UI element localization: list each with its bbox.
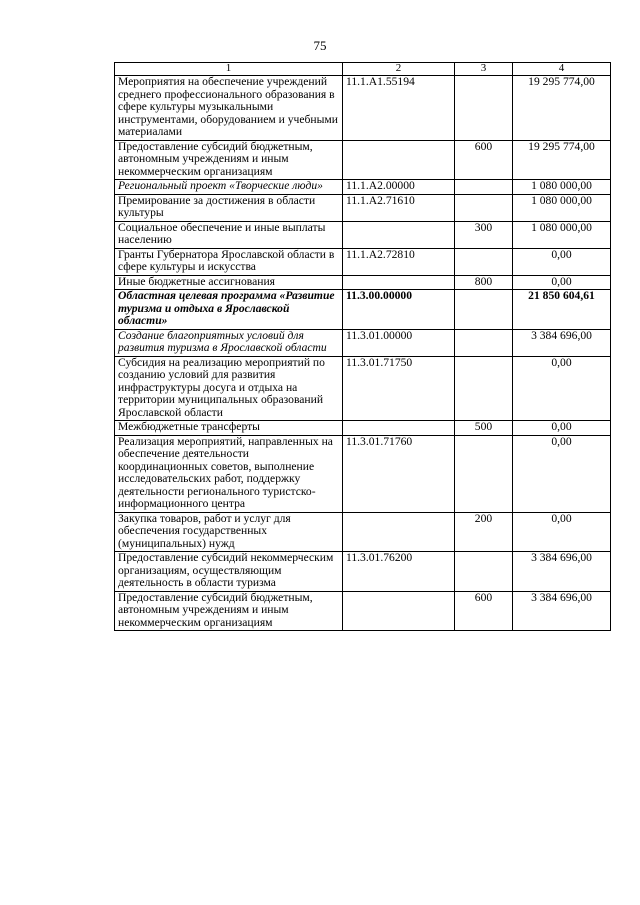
cell-name: Премирование за достижения в области культуры xyxy=(115,194,343,221)
page-number: 75 xyxy=(313,38,327,53)
cell-amount: 19 295 774,00 xyxy=(513,76,611,141)
budget-table xyxy=(114,62,611,631)
cell-code: 11.3.01.00000 xyxy=(343,329,455,356)
cell-name: Межбюджетные трансферты xyxy=(115,421,343,436)
cell-code: 11.3.01.71750 xyxy=(343,356,455,421)
cell-code xyxy=(343,275,455,290)
table-row xyxy=(115,591,611,631)
cell-code xyxy=(343,140,455,180)
cell-kind xyxy=(455,180,513,195)
cell-amount: 3 384 696,00 xyxy=(513,591,611,631)
cell-code: 11.1.А2.72810 xyxy=(343,248,455,275)
column-header-name: 1 xyxy=(115,63,343,76)
cell-kind xyxy=(455,76,513,141)
cell-code: 11.1.А1.55194 xyxy=(343,76,455,141)
table-row xyxy=(115,221,611,248)
cell-code xyxy=(343,512,455,552)
cell-code xyxy=(343,421,455,436)
cell-name: Предоставление субсидий бюджетным, автономным учреждениям и иным некоммерческим организациям xyxy=(115,591,343,631)
cell-code: 11.3.00.00000 xyxy=(343,290,455,330)
cell-amount: 0,00 xyxy=(513,421,611,436)
cell-code xyxy=(343,221,455,248)
table-row xyxy=(115,435,611,512)
cell-amount: 0,00 xyxy=(513,275,611,290)
cell-kind xyxy=(455,329,513,356)
cell-code: 11.3.01.71760 xyxy=(343,435,455,512)
table-row xyxy=(115,275,611,290)
cell-name: Иные бюджетные ассигнования xyxy=(115,275,343,290)
cell-name: Закупка товаров, работ и услуг для обеспечения государственных (муниципальных) нужд xyxy=(115,512,343,552)
table-row xyxy=(115,329,611,356)
cell-name: Областная целевая программа «Развитие туризма и отдыха в Ярославской области» xyxy=(115,290,343,330)
table-row xyxy=(115,248,611,275)
cell-kind xyxy=(455,248,513,275)
cell-amount: 21 850 604,61 xyxy=(513,290,611,330)
cell-kind: 200 xyxy=(455,512,513,552)
cell-amount: 0,00 xyxy=(513,435,611,512)
table-row xyxy=(115,76,611,141)
cell-name: Региональный проект «Творческие люди» xyxy=(115,180,343,195)
cell-name: Предоставление субсидий бюджетным, автономным учреждениям и иным некоммерческим организациям xyxy=(115,140,343,180)
cell-amount: 1 080 000,00 xyxy=(513,180,611,195)
cell-code xyxy=(343,591,455,631)
table-row xyxy=(115,180,611,195)
cell-kind xyxy=(455,194,513,221)
cell-code: 11.1.А2.71610 xyxy=(343,194,455,221)
table-header-row xyxy=(115,63,611,76)
table-row xyxy=(115,421,611,436)
cell-kind xyxy=(455,435,513,512)
cell-name: Создание благоприятных условий для развития туризма в Ярославской области xyxy=(115,329,343,356)
cell-kind: 300 xyxy=(455,221,513,248)
table-row xyxy=(115,552,611,592)
cell-amount: 3 384 696,00 xyxy=(513,552,611,592)
cell-kind xyxy=(455,356,513,421)
cell-kind xyxy=(455,552,513,592)
cell-amount: 0,00 xyxy=(513,248,611,275)
table-row xyxy=(115,512,611,552)
table-body xyxy=(115,76,611,631)
cell-kind: 600 xyxy=(455,591,513,631)
cell-amount: 0,00 xyxy=(513,356,611,421)
cell-kind: 500 xyxy=(455,421,513,436)
column-header-kind: 3 xyxy=(455,63,513,76)
cell-amount: 1 080 000,00 xyxy=(513,221,611,248)
table-row xyxy=(115,356,611,421)
cell-kind: 600 xyxy=(455,140,513,180)
column-header-code: 2 xyxy=(343,63,455,76)
cell-name: Субсидия на реализацию мероприятий по созданию условий для развития инфраструктуры досуга и отдыха на территории муниципальных образований Ярославской области xyxy=(115,356,343,421)
table-row xyxy=(115,194,611,221)
cell-name: Реализация мероприятий, направленных на обеспечение деятельности координационных советов, выполнение исследовательских работ, поддержку деятельности регионального туристско-информационного центра xyxy=(115,435,343,512)
cell-amount: 19 295 774,00 xyxy=(513,140,611,180)
cell-amount: 1 080 000,00 xyxy=(513,194,611,221)
cell-kind xyxy=(455,290,513,330)
cell-name: Социальное обеспечение и иные выплаты населению xyxy=(115,221,343,248)
cell-name: Предоставление субсидий некоммерческим организациям, осуществляющим деятельность в области туризма xyxy=(115,552,343,592)
cell-name: Гранты Губернатора Ярославской области в сфере культуры и искусства xyxy=(115,248,343,275)
table-row xyxy=(115,290,611,330)
column-header-amount: 4 xyxy=(513,63,611,76)
table-row xyxy=(115,140,611,180)
cell-code: 11.3.01.76200 xyxy=(343,552,455,592)
cell-name: Мероприятия на обеспечение учреждений среднего профессионального образования в сфере культуры музыкальными инструментами, оборудованием и учебными материалами xyxy=(115,76,343,141)
cell-amount: 3 384 696,00 xyxy=(513,329,611,356)
cell-code: 11.1.А2.00000 xyxy=(343,180,455,195)
cell-kind: 800 xyxy=(455,275,513,290)
cell-amount: 0,00 xyxy=(513,512,611,552)
